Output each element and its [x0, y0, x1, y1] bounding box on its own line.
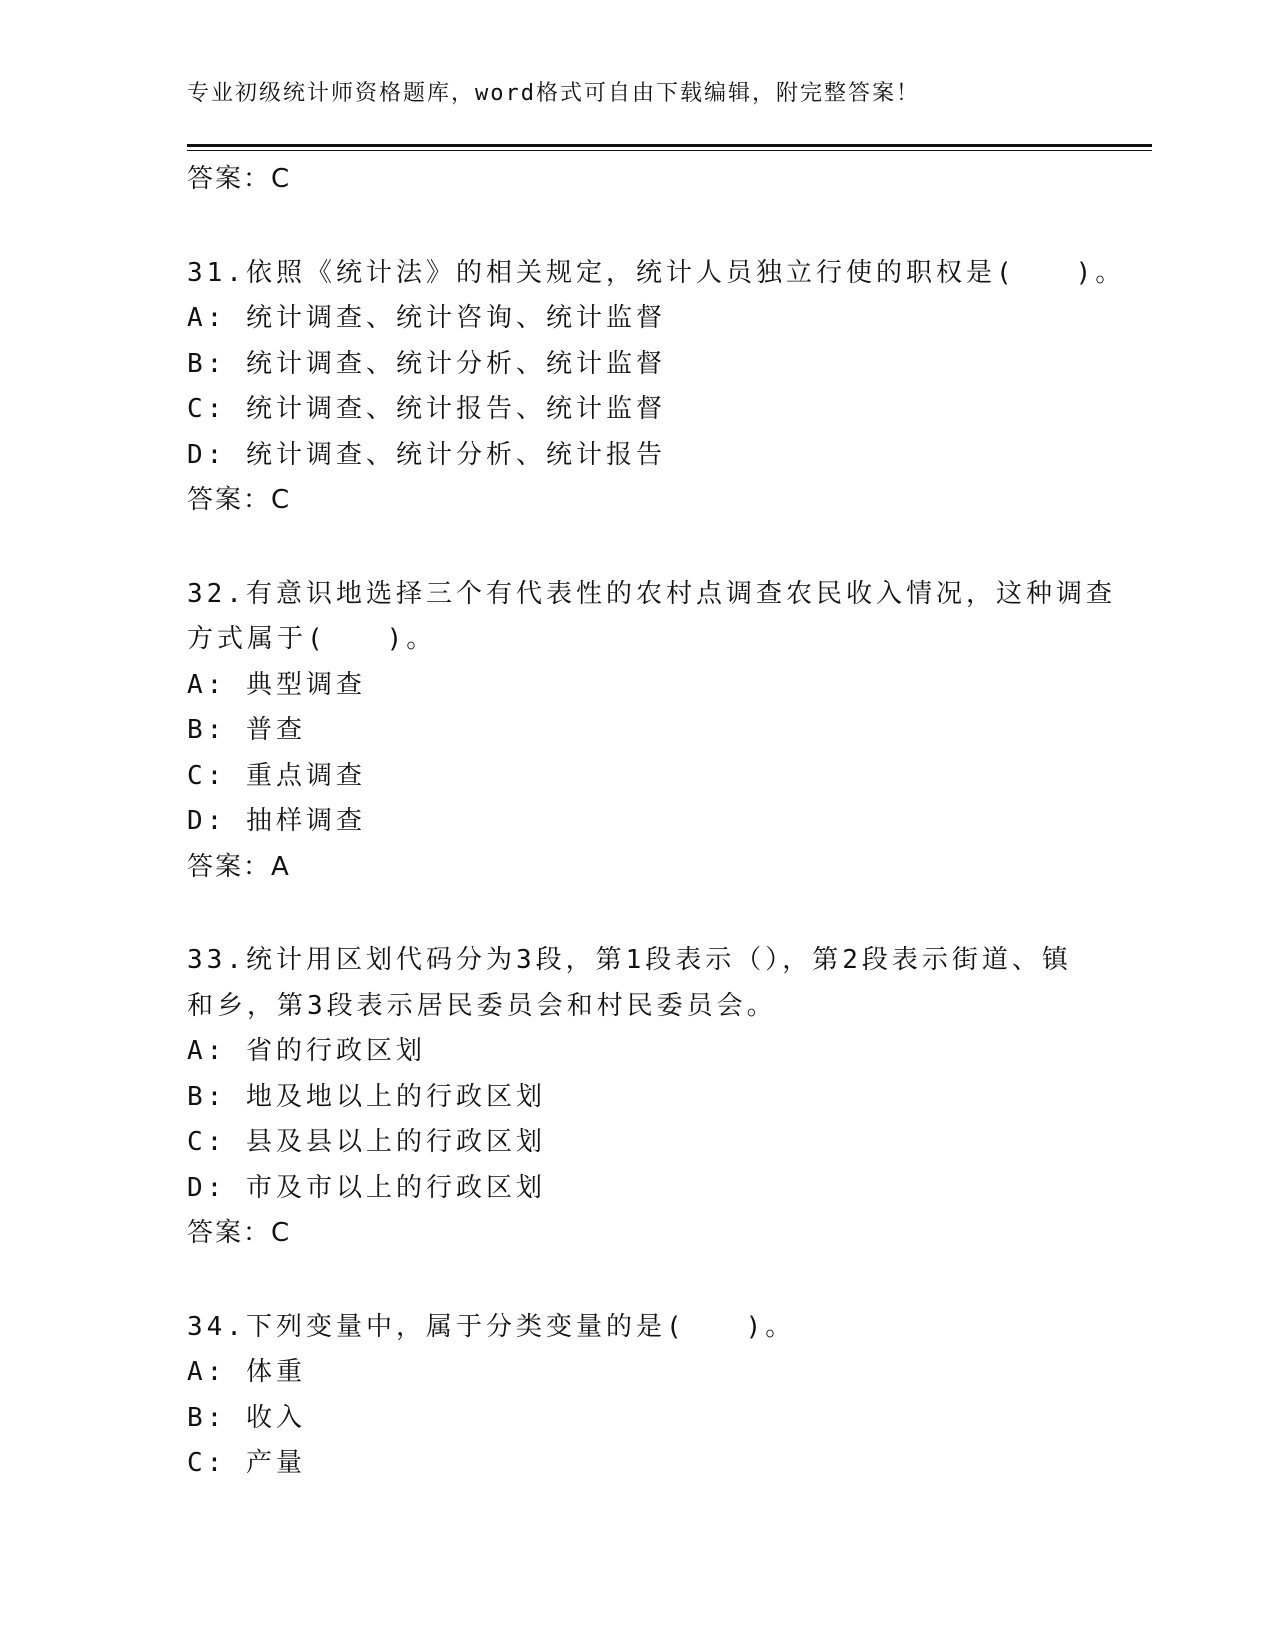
option-d: D: 统计调查、统计分析、统计报告	[187, 439, 666, 470]
option-a: A: 典型调查	[187, 669, 366, 700]
option-b: B: 统计调查、统计分析、统计监督	[187, 348, 666, 379]
question-stem-continued: 方式属于( )。	[187, 624, 437, 654]
question-stem: 34.下列变量中，属于分类变量的是( )。	[187, 1311, 796, 1342]
answer-line: 答案：C	[187, 164, 292, 194]
spacer	[187, 524, 1087, 572]
option-a: A: 统计调查、统计咨询、统计监督	[187, 303, 666, 333]
answer-line: 答案：A	[187, 851, 291, 882]
spacer	[187, 203, 1087, 251]
question-stem-continued: 和乡，第3段表示居民委员会和村民委员会。	[187, 990, 777, 1021]
question-32	[187, 572, 1116, 891]
page-header: 专业初级统计师资格题库，word格式可自由下载编辑，附完整答案！	[187, 81, 920, 106]
header-rule-thin	[187, 150, 1152, 151]
question-34	[187, 1305, 1087, 1487]
question-stem: 31.依照《统计法》的相关规定，统计人员独立行使的职权是( )。	[187, 257, 1126, 288]
option-c: C: 产量	[187, 1448, 306, 1478]
option-b: B: 地及地以上的行政区划	[187, 1081, 546, 1112]
question-list	[187, 157, 1126, 1487]
option-c: C: 重点调查	[187, 760, 366, 791]
spacer	[187, 890, 1087, 938]
question-33	[187, 938, 1087, 1257]
option-b: B: 普查	[187, 715, 306, 745]
answer-line: 答案：C	[187, 1218, 292, 1248]
answer-line: 答案：C	[187, 485, 292, 515]
question-stem: 33.统计用区划代码分为3段，第1段表示（），第2段表示街道、镇	[187, 945, 1072, 975]
question-31	[187, 251, 1126, 524]
spacer	[187, 1257, 1087, 1305]
option-a: A: 体重	[187, 1357, 306, 1387]
question-stem: 32.有意识地选择三个有代表性的农村点调查农民收入情况，这种调查	[187, 578, 1116, 609]
option-c: C: 统计调查、统计报告、统计监督	[187, 394, 666, 424]
option-b: B: 收入	[187, 1402, 306, 1433]
option-a: A: 省的行政区划	[187, 1036, 426, 1066]
option-c: C: 县及县以上的行政区划	[187, 1127, 546, 1157]
header-rule-thick	[187, 144, 1152, 147]
option-d: D: 市及市以上的行政区划	[187, 1172, 546, 1203]
option-d: D: 抽样调查	[187, 806, 366, 836]
